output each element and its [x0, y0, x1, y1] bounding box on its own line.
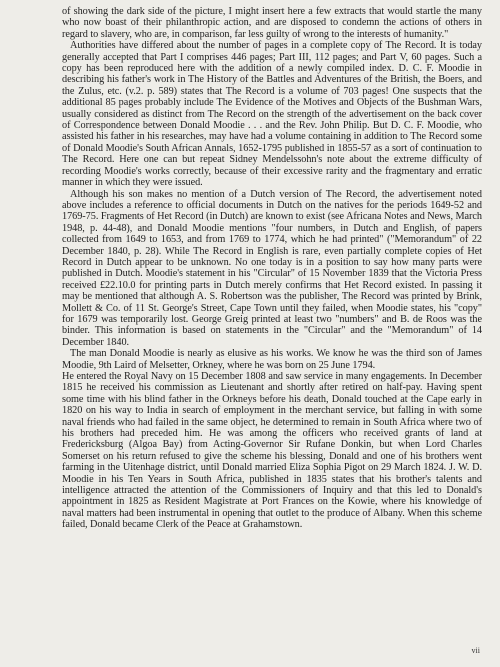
paragraph-3: Although his son makes no mention of a Dutch version of The Record, the advertisement noted above includes a reference to official documents in Dutch on the natives for the periods 1649-52 and 1769-75. Fragments of Het Record (in Dutch) are known to exist (see Africana Notes and News, March 1948, p. 44-48), and Donald Moodie mentions "four numbers, in Dutch and English, of papers collected from 1649 to 1653, and from 1769 to 1774, which he had printed" ("Memorandum" of 22 December 1840, p. 28). While The Record in English is rare, even partially complete copies of Het Record in Dutch appear to be unknown. No one today is in a position to say how many parts were published in Dutch. Moodie's statement in his "Circular" of 15 November 1839 that the Victoria Press received £22.10.0 for printing parts in Dutch merely confirms that Het Record existed. In passing it may be mentioned that although A. S. Robertson was the publisher, The Record was printed by Brink, Mollett & Co. of 11 St. George's Street, Cape Town until they failed, when Moodie states, his "copy" for 1679 was temporarily lost. George Greig printed at least two "numbers" and B. de Roos was the binder. This information is based on statements in the "Circular" and the "Memorandum" of 14 December 1840.	[62, 188, 482, 348]
body-text	[62, 6, 482, 531]
paragraph-4: The man Donald Moodie is nearly as elusive as his works. We know he was the third son of James Moodie, 9th Laird of Melsetter, Orkney, where he was born on 25 June 1794.	[62, 348, 482, 371]
page-number: vii	[471, 646, 480, 655]
paragraph-2: Authorities have differed about the number of pages in a complete copy of The Record. It is today generally accepted that Part I comprises 446 pages; Part III, 112 pages; and Part V, 60 pages. Such a copy has been reproduced here with the addition of a newly compiled index. D. C. F. Moodie in describing his father's work in The History of the Battles and Adventures of the British, the Boers, and the Zulus, etc. (v.2. p. 589) states that The Record is a volume of 703 pages! One suspects that the additional 85 pages probably include The Evidence of the Motives and Objects of the Bushman Wars, usually considered as distinct from The Record on the strength of the advertisement on the back cover of Correspondence between Donald Moodie . . . and the Rev. John Philip. But D. C. F. Moodie, who assisted his father in his researches, may have had a volume containing in addition to The Record some of Donald Moodie's South African Annals, 1652-1795 published in 1855-57 as a sort of continuation to The Record. Here one can but repeat Sidney Mendelssohn's note about the extreme difficulty of recording Moodie's works correctly, because of their excessive rarity and the fragmentary and erratic manner in which they were issued.	[62, 40, 482, 189]
paragraph-5: He entered the Royal Navy on 15 December 1808 and saw service in many engagements. In December 1815 he received his commission as Lieutenant and shortly after retired on half-pay. Having spent some time with his blind father in the Orkneys before his death, Donald touched at the Cape early in 1820 on his way to India in search of employment in the merchant service, but falling in with some naval friends who had failed in the same object, he determined to remain in South Africa where two of his brothers had preceded him. He was among the officers who received grants of land at Fredericksburg (Algoa Bay) from Acting-Governor Sir Rufane Donkin, but when Lord Charles Somerset on his return refused to give the scheme his blessing, Donald and one of his brothers went farming in the Uitenhage district, until Donald married Eliza Sophia Pigot on 29 March 1824. J. W. D. Moodie in his Ten Years in South Africa, published in 1835 states that his brother's talents and intelligence attracted the attention of the Commissioners of Inquiry and that this led to Donald's appointment in 1825 as Resident Magistrate at Port Frances on the Kowie, where his knowledge of naval matters had been instrumental in opening that outlet to the produce of Albany. When this scheme failed, Donald became Clerk of the Peace at Grahamstown.	[62, 371, 482, 531]
paragraph-1: of showing the dark side of the picture, I might insert here a few extracts that would startle the many who now boast of their philanthropic action, and are disposed to condemn the actions of others in regard to slavery, who are, in comparison, far less guilty of wrong to the interests of humanity."	[62, 6, 482, 40]
